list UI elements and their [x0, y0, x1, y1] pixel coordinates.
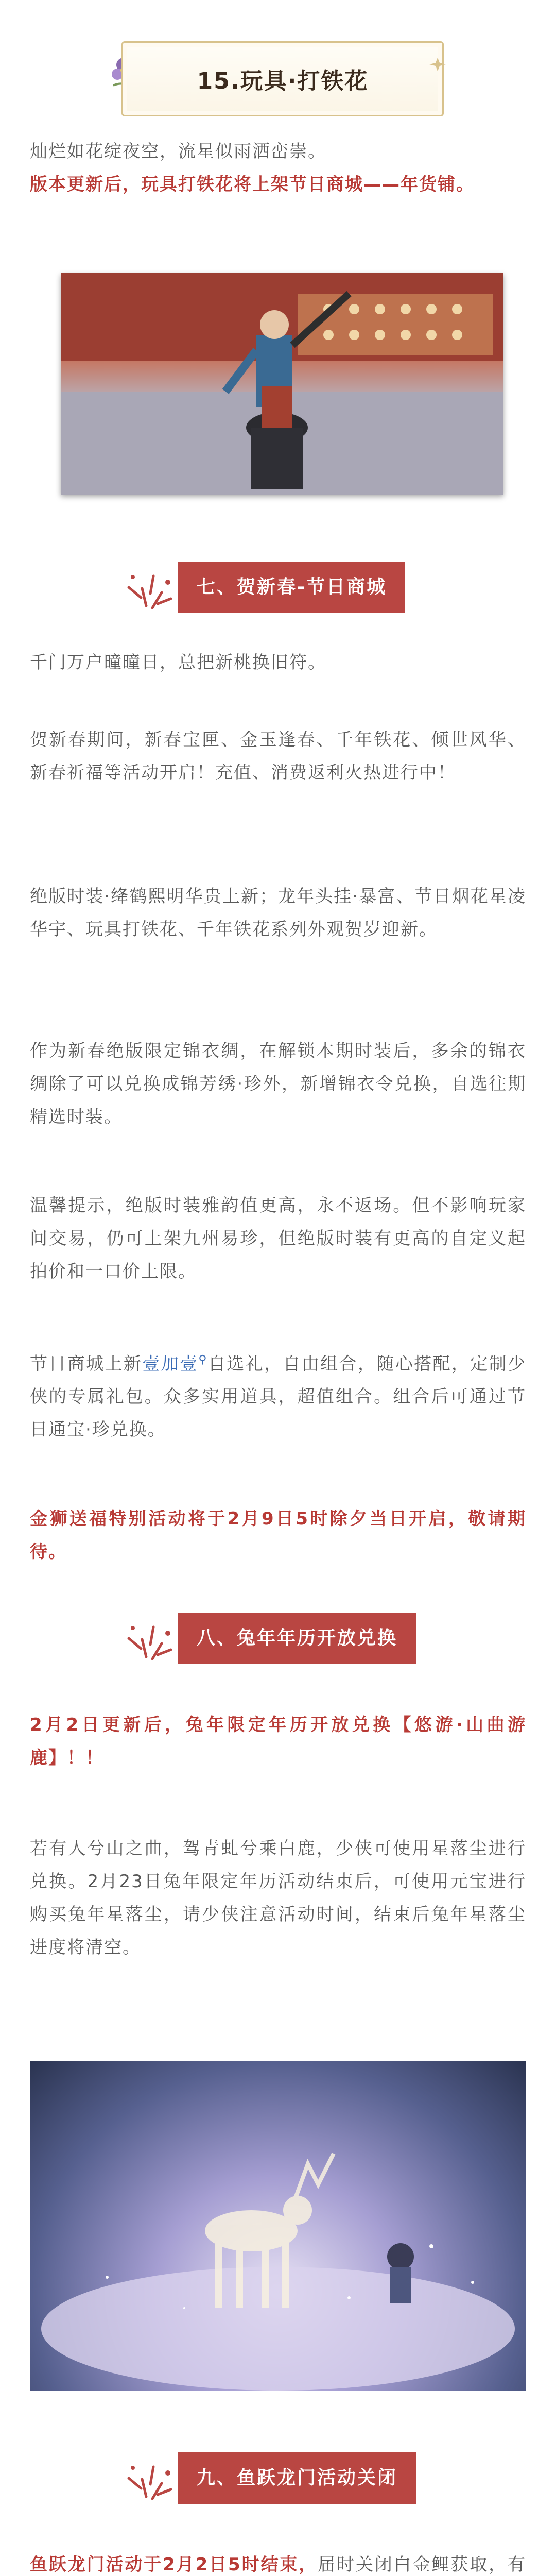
sec9-carp-event: [30, 2548, 526, 2576]
update-notice: 版本更新后，玩具打铁花将上架节日商城——年货铺。: [30, 174, 475, 195]
firework-icon: [121, 2452, 178, 2504]
gift-pack-link[interactable]: 壹加壹: [142, 1353, 199, 1375]
sec7-brocade-exchange: 作为新春绝版限定锦衣绸，在解锁本期时装后，多余的锦衣绸除了可以兑换成锦芳绣·珍外，新增锦衣令兑换，自选往期精选时装。: [30, 1041, 526, 1127]
section-header-8-label: 八、兔年年历开放兑换: [178, 1613, 416, 1664]
gift-pack-text-start: 节日商城上新: [30, 1353, 143, 1375]
section-header-7: [121, 562, 405, 613]
firework-icon: [121, 1613, 178, 1664]
sec7-poem: 千门万户曈曈日，总把新桃换旧符。: [30, 652, 326, 673]
sec7-reminder: 温馨提示，绝版时装雅韵值更高，永不返场。但不影响玩家间交易，仍可上架九州易珍，但绝版时装有更高的自定义起拍价和一口价上限。: [30, 1195, 526, 1282]
carp-event-detail: 届时关闭白金鲤获取，有: [318, 2554, 526, 2575]
firework-icon: [121, 562, 178, 613]
intro-line: 灿烂如花绽夜空，流星似雨洒峦崇。: [30, 141, 326, 162]
sec7-lion-event: 金狮送福特别活动将于2月9日5时除夕当日开启，敬请期待。: [30, 1509, 526, 1562]
sec7-activities: 贺新春期间，新春宝匣、金玉逢春、千年铁花、倾世风华、新春祈福等活动开启！充值、消费返利火热进行中！: [30, 730, 526, 783]
scene-illustration: [30, 2061, 526, 2391]
carp-event-end: 鱼跃龙门活动于2月2日5时结束，: [30, 2554, 318, 2575]
section-header-8: [121, 1613, 416, 1664]
sec7-new-costumes: 绝版时装·绛鹤熙明华贵上新；龙年头挂·暴富、节日烟花星凌华宇、玩具打铁花、千年铁花系列外观贺岁迎新。: [30, 886, 526, 940]
gift-pack-text-end: 自选礼，自由组合，随心搭配，定制少侠的专属礼包。众多实用道具，超值组合。组合后可通过节日通宝·珍兑换。: [30, 1353, 527, 1440]
sec8-exchange-details: 若有人兮山之曲，驾青虬兮乘白鹿，少侠可使用星落尘进行兑换。2月23日兔年限定年历活动结束后，可使用元宝进行购买兔年星落尘，请少侠注意活动时间，结束后兔年星落尘进度将清空。: [30, 1838, 526, 1958]
section-header-7-label: 七、贺新春-节日商城: [178, 562, 405, 613]
sec7-gift-pack: [30, 1344, 526, 1446]
sparkle-decoration-icon: [427, 57, 448, 72]
page-title: 15.玩具·打铁花: [197, 68, 369, 94]
scene-illustration: [61, 273, 503, 495]
section-header-9-label: 九、鱼跃龙门活动关闭: [178, 2452, 416, 2504]
deer-calendar-screenshot: [30, 2061, 526, 2391]
search-icon: ⚲: [198, 1353, 208, 1366]
section-header-9: [121, 2452, 416, 2504]
toy-iron-flower-screenshot: [61, 273, 503, 495]
section-title-banner: [121, 41, 444, 116]
sec8-calendar-notice: 2月2日更新后，兔年限定年历开放兑换【悠游·山曲游鹿】！！: [30, 1715, 526, 1768]
